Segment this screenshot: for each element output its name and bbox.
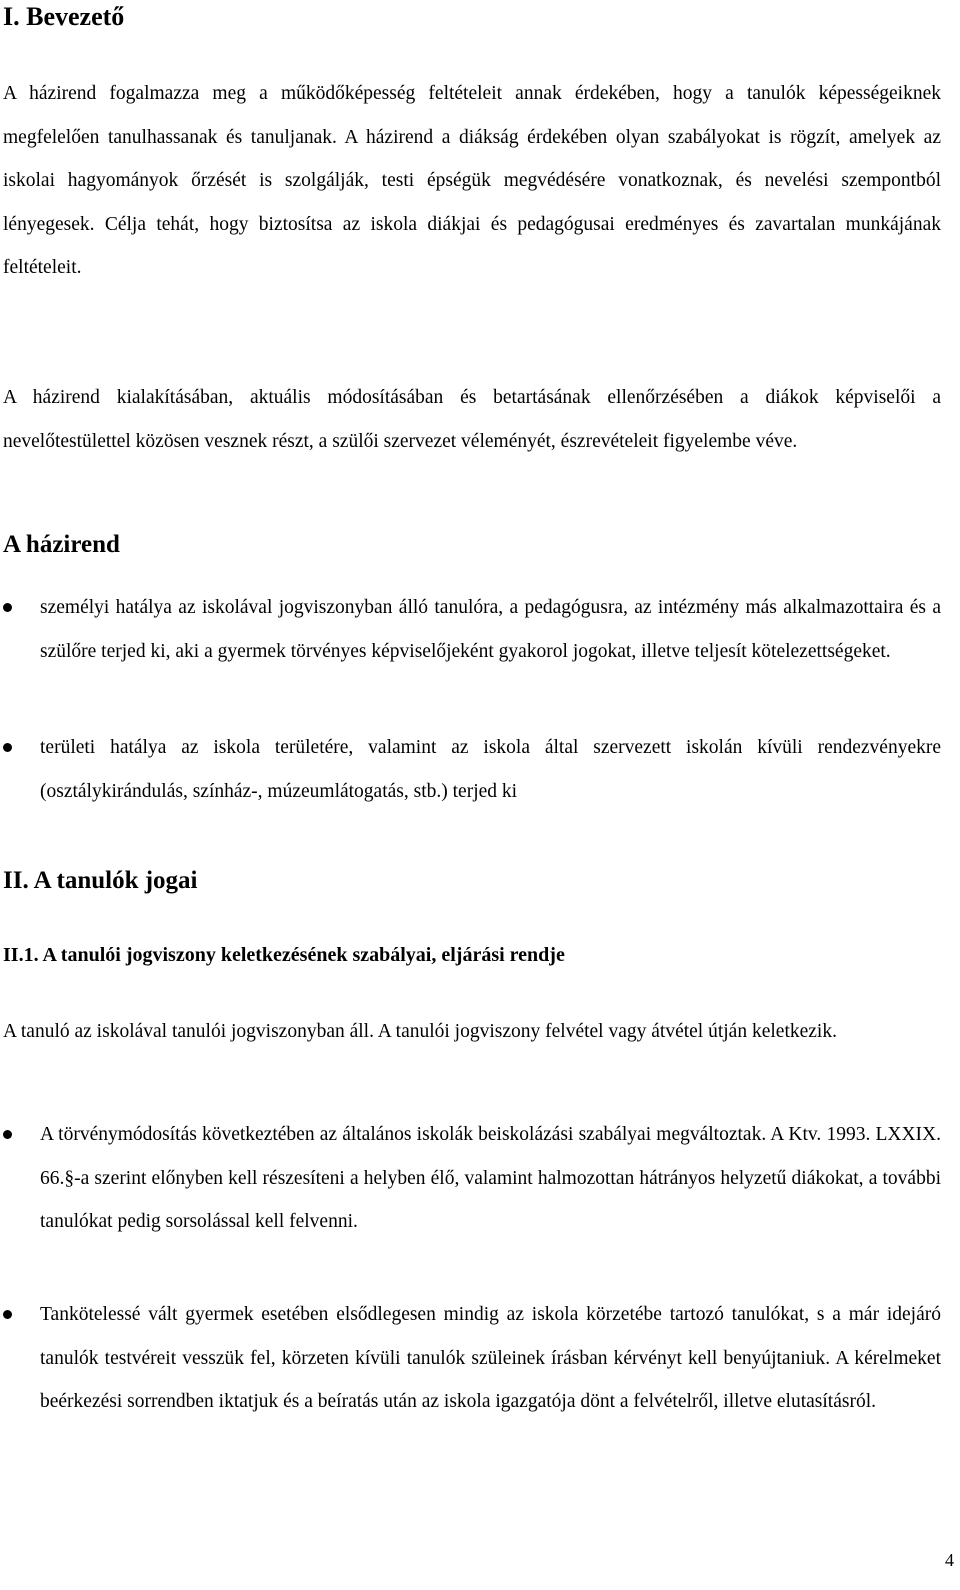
heading-hazirend: A házirend	[3, 531, 120, 558]
bullet-icon	[3, 1130, 12, 1139]
bullet-icon	[3, 743, 12, 752]
intro-paragraph-1: A házirend fogalmazza meg a működőképesség feltételeit annak érdekében, hogy a tanulók képességeiknek megfelelően tanulhassanak és tanuljanak. A házirend a diákság érdekében olyan szabályokat is rögzít, amelyek az iskolai hagyományok őrzését is szolgálják, testi épségük megvédésére vonatkoznak, és nevelési szempontból lényegesek. Célja tehát, hogy biztosítsa az iskola diákjai és pedagógusai eredményes és zavartalan munkájának feltételeit.	[3, 83, 941, 278]
bullet-icon	[3, 603, 12, 612]
heading-section-ii-1: II.1. A tanulói jogviszony keletkezésének szabályai, eljárási rendje	[3, 944, 565, 966]
hazirend-item-2: területi hatálya az iskola területére, valamint az iskola által szervezett iskolán kívüli rendezvényekre (osztálykirándulás, színház-, múzeumlátogatás, stb.) terjed ki	[40, 737, 941, 802]
jogviszony-item-1: A törvénymódosítás következtében az általános iskolák beiskolázási szabályai megváltoztak. A Ktv. 1993. LXXIX. 66.§-a szerint előnyben kell részesíteni a helyben élő, valamint halmozottan hátrányos helyzetű diákokat, a további tanulókat pedig sorsolással kell felvenni.	[40, 1124, 941, 1232]
page-number: 4	[945, 1550, 954, 1570]
hazirend-item-1: személyi hatálya az iskolával jogviszonyban álló tanulóra, a pedagógusra, az intézmény más alkalmazottaira és a szülőre terjed ki, aki a gyermek törvényes képviselőjeként gyakorol jogokat, illetve teljesít kötelezettségeket.	[40, 597, 941, 662]
heading-introduction: I. Bevezető	[3, 2, 125, 31]
jogviszony-item-2: Tankötelessé vált gyermek esetében elsődlegesen mindig az iskola körzetébe tartozó tanulókat, s a már idejáró tanulók testvéreit vesszük fel, körzeten kívüli tanulók szüleinek írásban kérvényt kell benyújtaniuk. A kérelmeket beérkezési sorrendben iktatjuk és a beíratás után az iskola igazgatója dönt a felvételről, illetve elutasításról.	[40, 1304, 941, 1412]
bullet-icon	[3, 1310, 12, 1319]
jogviszony-paragraph: A tanuló az iskolával tanulói jogviszonyban áll. A tanulói jogviszony felvétel vagy átvétel útján keletkezik.	[3, 1021, 837, 1042]
heading-student-rights: II. A tanulók jogai	[3, 867, 198, 894]
intro-paragraph-2: A házirend kialakításában, aktuális módosításában és betartásának ellenőrzésében a diákok képviselői a nevelőtestülettel közösen vesznek részt, a szülői szervezet véleményét, észrevételeit figyelembe véve.	[3, 387, 941, 452]
